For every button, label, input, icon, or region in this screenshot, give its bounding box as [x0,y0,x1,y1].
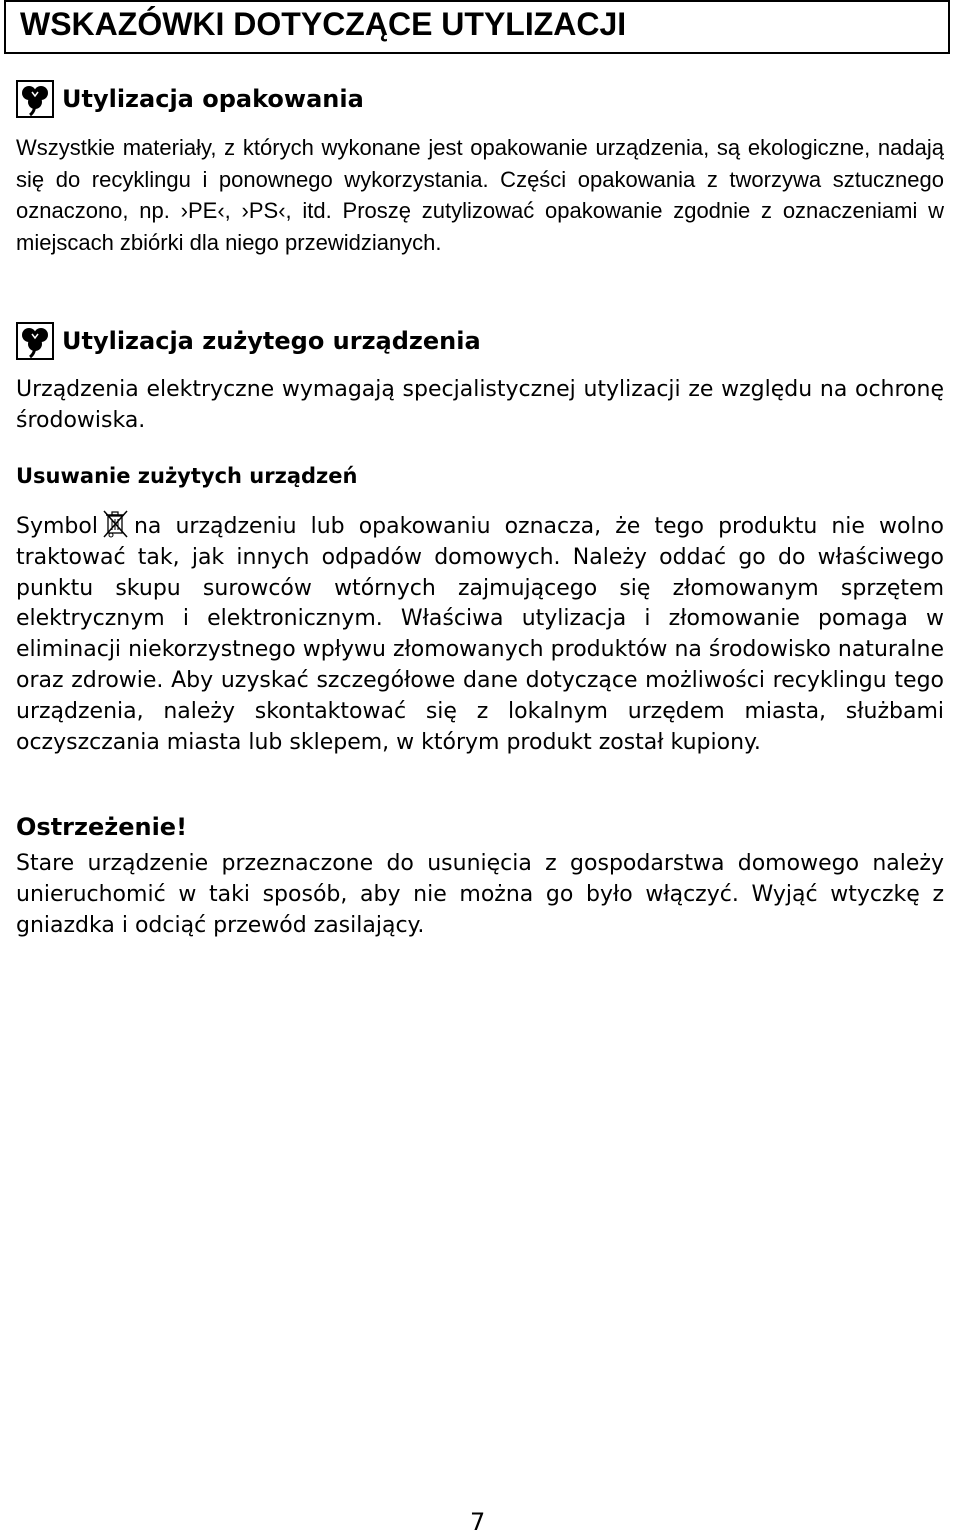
section-body-packaging: Wszystkie materiały, z których wykonane jest opakowanie urządzenia, są ekologiczne, nadają się do recyklingu i ponownego wykorzystania. Części opakowania z tworzywa sztucznego oznaczono, np. ›PE‹, ›PS‹, itd. Proszę zutylizować opakowanie zgodnie z oznaczeniami w miejscach zbiórki dla niego przewidzianych. [16,135,944,255]
section-heading-packaging [16,80,364,118]
page-number: 7 [470,1508,486,1536]
section-heading-device-disposal [16,322,481,360]
recycling-clover-icon [16,80,54,118]
title-box [4,0,950,54]
section-body-text: na urządzeniu lub opakowaniu oznacza, że tego produktu nie wolno traktować tak, jak innych odpadów domowych. Należy oddać go do właściwego punktu skupu surowców wtórnych zajmującego się złomowanym sprzętem elektrycznym i elektronicznym. Właściwa utylizacja i złomowanie pomaga w eliminacji niekorzystnego wpływu złomowanych produktów na środowisko naturalne oraz zdrowie. Aby uzyskać szczegółowe dane dotyczące możliwości recyklingu tego urządzenia, należy skontaktować się z lokalnym urzędem miasta, służbami oczyszczania miasta lub sklepem, w którym produkt został kupiony. [16,514,944,755]
symbol-prefix: Symbol [16,514,98,539]
section-heading-text: Utylizacja opakowania [62,85,364,113]
warning-body: Stare urządzenie przeznaczone do usunięcia z gospodarstwa domowego należy unieruchomić w taki sposób, aby nie można go było włączyć. Wyjąć wtyczkę z gniazdka i odciąć przewód zasilający. [16,851,944,938]
section-heading-removal: Usuwanie zużytych urządzeń [16,464,358,488]
crossed-bin-icon [102,509,130,539]
page-title: WSKAZÓWKI DOTYCZĄCE UTYLIZACJI [20,6,627,42]
section-heading-text: Utylizacja zużytego urządzenia [62,327,481,355]
recycling-clover-icon [16,322,54,360]
section-body-removal [16,509,944,758]
section-body-device-disposal: Urządzenia elektryczne wymagają specjalistycznej utylizacji ze względu na ochronę środowiska. [16,377,944,433]
warning-heading: Ostrzeżenie! [16,813,188,841]
